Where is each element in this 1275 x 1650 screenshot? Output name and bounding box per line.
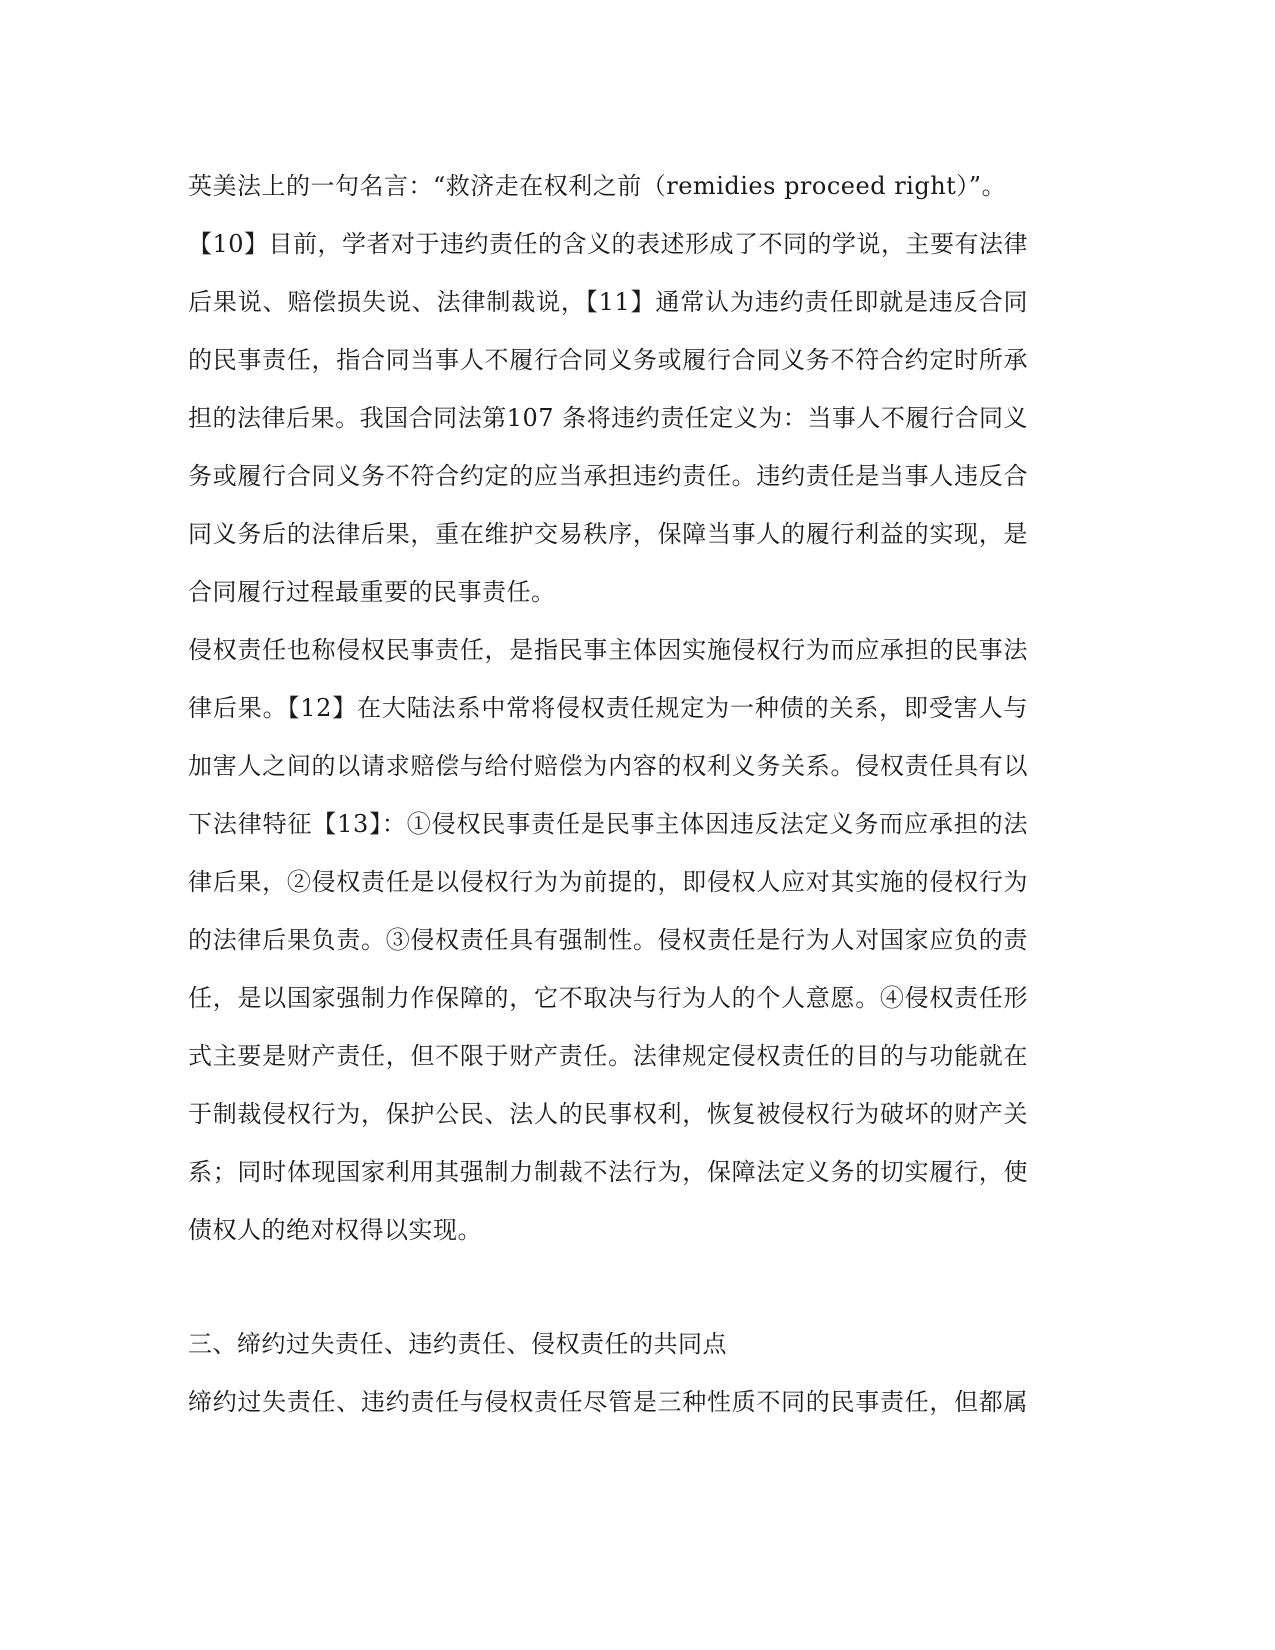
- text-line: 律后果。【12】在大陆法系中常将侵权责任规定为一种债的关系，即受害人与: [188, 694, 1028, 722]
- section-heading: 三、缔约过失责任、违约责任、侵权责任的共同点: [188, 1330, 727, 1358]
- text-line: 英美法上的一句名言：“救济走在权利之前（remidies proceed right）”。: [188, 172, 1007, 200]
- text-line: 合同履行过程最重要的民事责任。: [188, 578, 556, 606]
- text-line: 同义务后的法律后果，重在维护交易秩序，保障当事人的履行利益的实现，是: [188, 520, 1028, 548]
- text-line: 务或履行合同义务不符合约定的应当承担违约责任。违约责任是当事人违反合: [188, 462, 1028, 490]
- text-line: 系；同时体现国家利用其强制力制裁不法行为，保障法定义务的切实履行，使: [188, 1158, 1028, 1186]
- text-line: 任，是以国家强制力作保障的，它不取决与行为人的个人意愿。④侵权责任形: [188, 984, 1028, 1012]
- text-line: 【10】目前，学者对于违约责任的含义的表述形成了不同的学说，主要有法律: [188, 230, 1029, 258]
- text-line: 缔约过失责任、违约责任与侵权责任尽管是三种性质不同的民事责任，但都属: [188, 1388, 1028, 1416]
- text-line: 下法律特征【13】：①侵权民事责任是民事主体因违反法定义务而应承担的法: [188, 810, 1028, 838]
- text-line: 担的法律后果。我国合同法第107 条将违约责任定义为：当事人不履行合同义: [188, 404, 1028, 432]
- text-line: 加害人之间的以请求赔偿与给付赔偿为内容的权利义务关系。侵权责任具有以: [188, 752, 1028, 780]
- text-line: 于制裁侵权行为，保护公民、法人的民事权利，恢复被侵权行为破坏的财产关: [188, 1100, 1028, 1128]
- text-line: 后果说、赔偿损失说、法律制裁说，【11】通常认为违约责任即就是违反合同: [188, 288, 1028, 316]
- text-line: 的法律后果负责。③侵权责任具有强制性。侵权责任是行为人对国家应负的责: [188, 926, 1028, 954]
- text-line: 律后果，②侵权责任是以侵权行为为前提的，即侵权人应对其实施的侵权行为: [188, 868, 1028, 896]
- text-line: 的民事责任，指合同当事人不履行合同义务或履行合同义务不符合约定时所承: [188, 346, 1028, 374]
- text-line: 式主要是财产责任，但不限于财产责任。法律规定侵权责任的目的与功能就在: [188, 1042, 1028, 1070]
- text-line: 债权人的绝对权得以实现。: [188, 1216, 482, 1244]
- text-line: 侵权责任也称侵权民事责任，是指民事主体因实施侵权行为而应承担的民事法: [188, 636, 1028, 664]
